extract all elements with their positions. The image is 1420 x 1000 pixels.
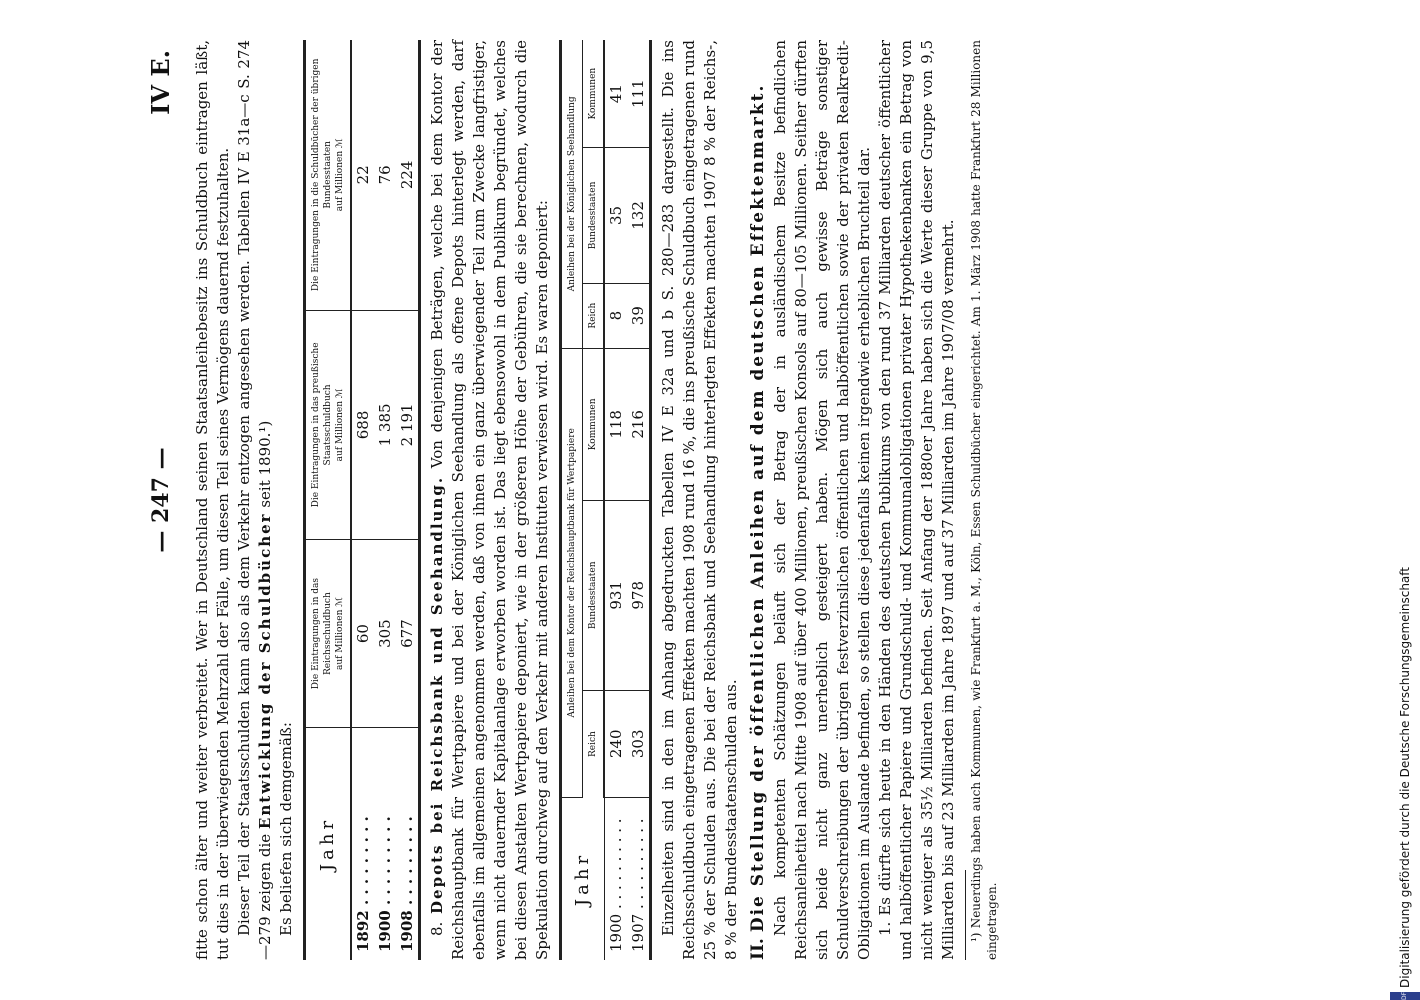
table-intro: Es beliefen sich demgemäß: [277, 722, 295, 936]
section-title: Die Stellung der öffentlichen Anleihen auf dem deutschen Effektenmarkt. [748, 83, 768, 933]
subheader-kommunen: Kommunen [583, 40, 605, 148]
digitization-credit [1390, 0, 1420, 1000]
schuldbuecher-paragraph [234, 40, 276, 960]
value-cell: 978 [627, 500, 651, 690]
value-cell: 8 [604, 283, 627, 348]
footnote-divider [965, 870, 966, 960]
schuldbuch-table [303, 40, 421, 960]
value-cell: 240 [604, 690, 627, 797]
subheader-reich: Reich [583, 283, 605, 348]
value-cell: 132 [627, 148, 651, 283]
year-cell: 1900 . . . . . . . . . . [606, 818, 625, 952]
header-label: Die Eintragungen in die Schuldbücher der übrigen Bundesstaaten [311, 58, 333, 292]
unit-label: auf Millionen ℳ [335, 388, 345, 462]
value-cell: 224 [396, 40, 420, 310]
column-header-year: Jahr [561, 798, 605, 961]
paragraph-text: Dieser Teil der Staatsschulden kann also als dem Verkehr entzogen angesehen werden. Tabellen IV E 31a—c S. 274—279 zeigen die [235, 40, 274, 960]
year-cell: 1900 . . . . . . . . . [376, 816, 394, 952]
paragraph-text: seit 1890.¹) [256, 420, 274, 513]
document-page [100, 0, 1290, 1000]
column-header-reich [305, 540, 352, 728]
value-cell: 118 [604, 348, 627, 500]
table-row [396, 40, 420, 960]
section-number: II. [748, 938, 768, 960]
value-cell: 22 [351, 40, 374, 310]
paragraph-text: Von denjenigen Beträgen, welche bei dem Kontor der Reichshauptbank für Wertpapiere und bei der Königlichen Seehandlung als offene Depots hinterlegt werden, darf ebenfalls im allgemeinen angenommen werden, daß von ihnen ein ganz überwiegender Teil zum Zwecke langfristiger, wenn nicht dauernder Kapitalanlage erworben worden ist. Das liegt ebensowohl in dem Publikum begründet, welches bei diesen Anstalten Wertpapiere deponiert, wie in der größeren Höhe der Gebühren, die sie berechnen, wodurch die Spekulation durchweg auf den Verkehr mit anderen Instituten verwiesen wird. Es waren deponiert: [428, 40, 551, 960]
subheader-kommunen: Kommunen [583, 348, 605, 500]
value-cell: 39 [627, 283, 651, 348]
spaced-emphasis: Depots bei Reichsbank und Seehandlung. [428, 475, 446, 914]
unit-label: auf Millionen ℳ [335, 138, 345, 212]
table-row [627, 40, 651, 960]
page-header [142, 40, 192, 960]
page-number: — 247 — [148, 447, 174, 553]
column-header-other-states [305, 40, 352, 310]
table-row [374, 40, 396, 960]
subheader-reich: Reich [583, 690, 605, 797]
column-header-year: Jahr [317, 816, 338, 872]
section-heading [748, 40, 768, 960]
credit-text: Digitalisierung gefördert durch die Deutsche Forschungsgemeinschaft [1398, 566, 1412, 988]
dfg-logo: DFG [1390, 992, 1420, 1000]
section-marker: IV E. [146, 50, 175, 115]
value-cell: 931 [604, 500, 627, 690]
paragraph-number: 8. [428, 913, 446, 936]
value-cell: 677 [396, 540, 420, 728]
value-cell: 41 [604, 40, 627, 148]
value-cell: 76 [374, 40, 396, 310]
footnote: ¹) Neuerdings haben auch Kommunen, wie Frankfurt a. M., Köln, Essen Schuldbücher eingerichtet. Am 1. März 1908 hatte Frankfurt 28 Millionen eingetragen. [969, 40, 999, 960]
value-cell: 303 [627, 690, 651, 797]
header-label: Die Eintragungen in das Reichsschuldbuch [311, 578, 333, 690]
year-cell: 1907 . . . . . . . . . . [629, 818, 647, 952]
subheader-bundesstaaten: Bundesstaaten [583, 148, 605, 283]
group-header-reichsbank: Anleihen bei dem Kontor der Reichshauptbank für Wertpapiere [561, 348, 583, 797]
year-cell: 1892 . . . . . . . . . [354, 816, 372, 952]
foreign-holdings-paragraph: Nach kompetenten Schätzungen beläuft sich der Betrag der in ausländischem Besitze befindlichen Reichsanleihetitel nach Mitte 1908 auf über 400 Millionen, preußischen Konsols auf 80—105 Millionen. Seither dürften sich beide nicht ganz unerheblich gesteigert haben. Mögen sich auch gewisse Beträge sonstiger Schuldverschreibungen der übrigen festverzinslichen öffentlichen und halböffentlichen sowie der privaten Realkredit-Obligationen im Auslande befinden, so stellen diese jedenfalls keinen irgendwie erheblichen Bruchteil dar. [771, 40, 873, 960]
value-cell: 2 191 [396, 310, 420, 540]
header-label: Die Eintragungen in das preußische Staatsschuldbuch [311, 342, 333, 508]
year-cell: 1908 . . . . . . . . . [398, 816, 416, 952]
intro-paragraph: fitte schon älter und weiter verbreitet. Wer in Deutschland seinen Staatsanleihebesitz ins Schuldbuch eintragen läßt, tut dies in der überwiegenden Mehrzahl der Fälle, um diesen Teil seines Vermögens dauernd festzuhalten. [193, 40, 232, 960]
details-paragraph: Einzelheiten sind in den im Anhang abgedruckten Tabellen IV E 32a und b S. 280—283 dargestellt. Die ins Reichsschuldbuch eingetragenen Effekten machten 1908 rund 16 %, die ins preußische Schuldbuch eingetragenen rund 25 % der Schulden aus. Die bei der Reichsbank und Seehandlung hinterlegten Effekten machten 1907 8 % der Reichs-, 8 % der Bundesstaatenschulden aus. [659, 40, 740, 960]
domestic-holdings-paragraph: 1. Es dürfte sich heute in den Händen des deutschen Publikums von den rund 37 Milliarden deutscher öffentlicher und halböffentlicher Papiere und Grundschuld- und Kommunalobligationen privater Hypothekenbanken ein Betrag von nicht weniger als 35½ Milliarden befinden. Seit Anfang der 1880er Jahre haben sich die Werte dieser Gruppe von 9,5 Milliarden bis auf 23 Milliarden im Jahre 1897 und auf 37 Milliarden im Jahre 1907/08 vermehrt. [876, 40, 957, 960]
subheader-bundesstaaten: Bundesstaaten [583, 500, 605, 690]
value-cell: 60 [351, 540, 374, 728]
column-header-prussia [305, 310, 352, 540]
value-cell: 688 [351, 310, 374, 540]
table-row [351, 40, 374, 960]
group-header-seehandlung: Anleihen bei der Königlichen Seehandlung [561, 40, 583, 348]
depots-paragraph [427, 40, 553, 960]
value-cell: 1 385 [374, 310, 396, 540]
value-cell: 216 [627, 348, 651, 500]
value-cell: 305 [374, 540, 396, 728]
value-cell: 111 [627, 40, 651, 148]
value-cell: 35 [604, 148, 627, 283]
table-row [604, 40, 627, 960]
spaced-emphasis: Entwicklung der Schuldbücher [256, 512, 274, 830]
unit-label: auf Millionen ℳ [335, 597, 345, 671]
depots-table [559, 40, 652, 960]
